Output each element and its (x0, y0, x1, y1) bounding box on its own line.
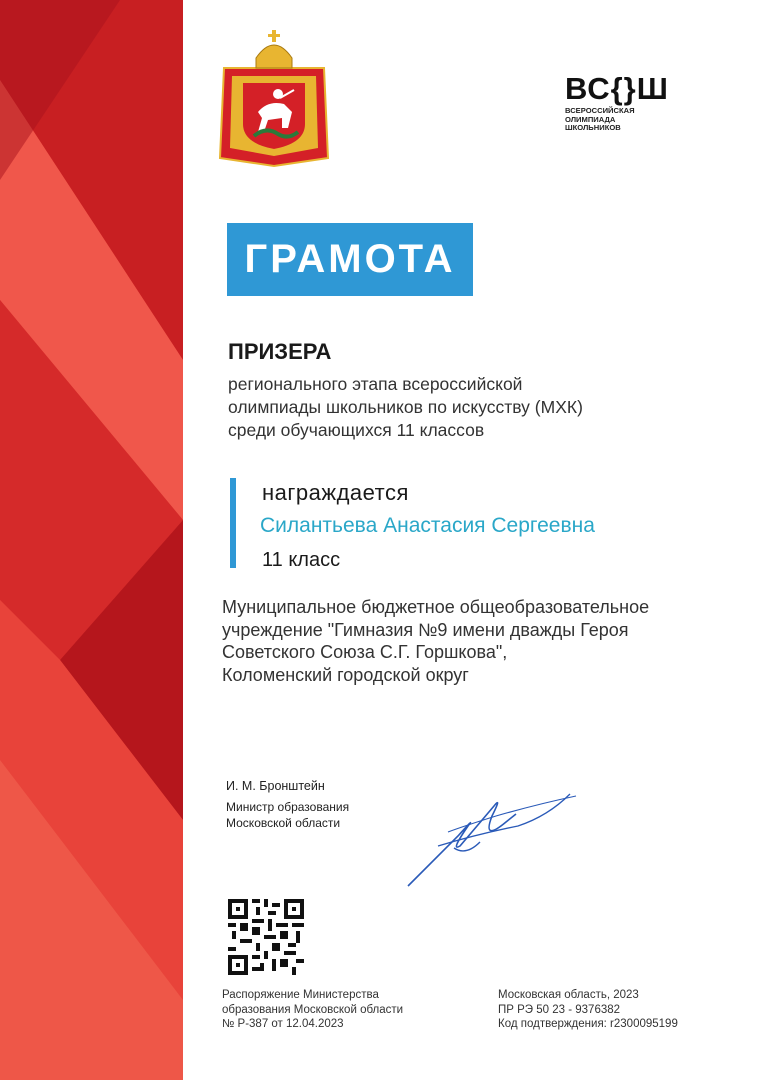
signatory-role: Министр образования Московской области (226, 800, 350, 830)
school-name: Муниципальное бюджетное общеобразовательное учреждение "Гимназия №9 имени дважды Героя Советского Союза С.Г. Горшкова", Коломенский городской округ (222, 597, 650, 685)
qr-code-icon (228, 899, 304, 975)
olympiad-logo-mark: ВС{}Ш (565, 71, 669, 106)
olympiad-logo-subtitle: ВСЕРОССИЙСКАЯ ОЛИМПИАДА ШКОЛЬНИКОВ (565, 106, 635, 132)
confirmation-info: Московская область, 2023 ПР РЭ 50 23 - 9376382 Код подтверждения: r2300095199 (498, 989, 678, 1030)
olympiad-logo (565, 71, 695, 133)
recipient-grade: 11 класс (262, 549, 341, 571)
award-type: ПРИЗЕРА (228, 339, 332, 364)
handwritten-signature (398, 786, 584, 894)
signatory-name: И. М. Бронштейн (226, 779, 325, 793)
order-reference: Распоряжение Министерства образования Московской области № Р-387 от 12.04.2023 (222, 989, 404, 1030)
award-description: регионального этапа всероссийской олимпиады школьников по искусству (МХК) среди обучающихся 11 классов (228, 374, 583, 440)
awarded-label: награждается (262, 480, 409, 505)
accent-bar (230, 478, 236, 568)
decorative-red-band (0, 0, 183, 1080)
recipient-name: Силантьева Анастасия Сергеевна (260, 514, 595, 537)
moscow-region-emblem-icon (218, 28, 330, 168)
certificate-title: ГРАМОТА (227, 223, 473, 296)
